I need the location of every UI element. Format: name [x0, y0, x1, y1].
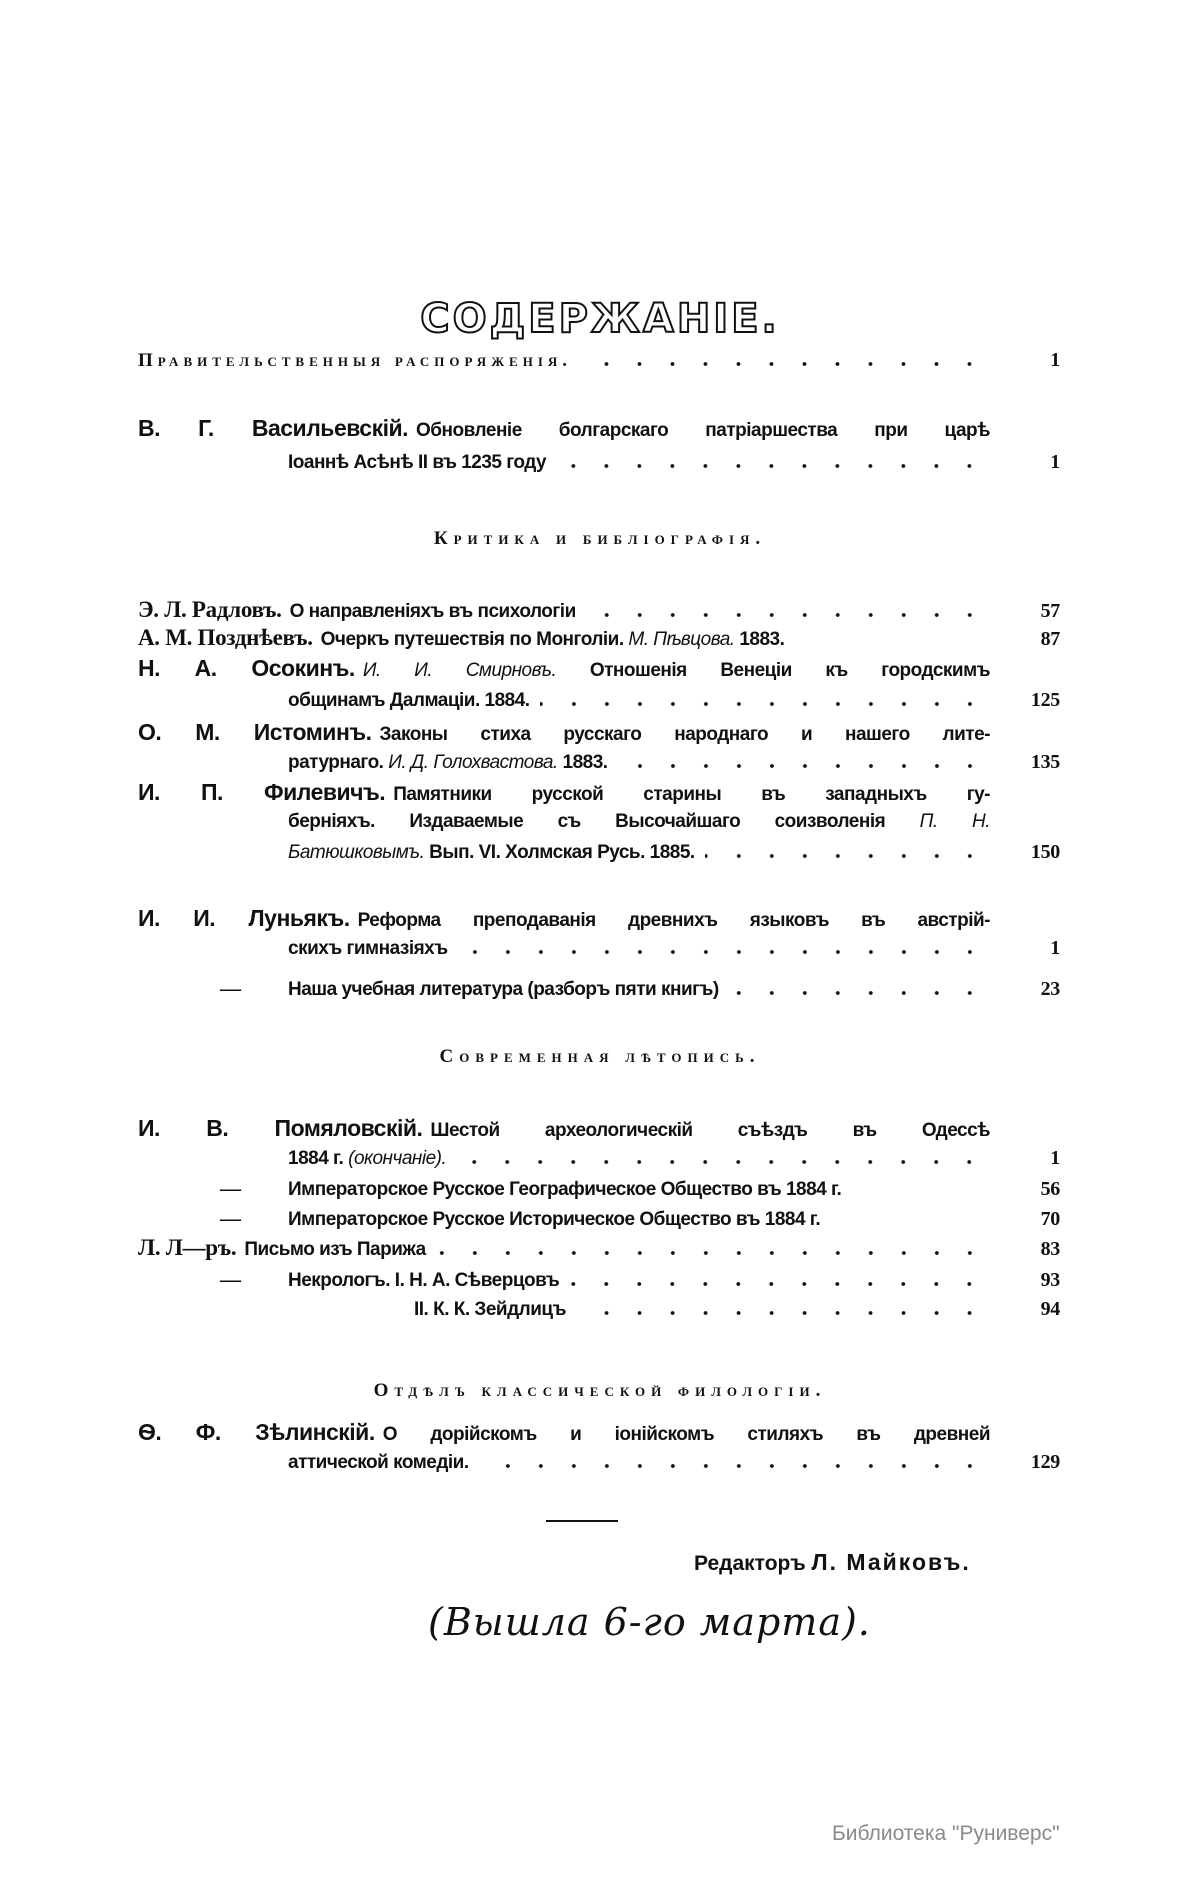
toc-entry-istomin: [138, 719, 990, 748]
page-number: 1: [1050, 451, 1060, 473]
toc-entry-zelinsky: [138, 1419, 990, 1448]
page-number: 135: [1030, 751, 1060, 773]
toc-entry-pozdneev: [138, 625, 1060, 653]
entry-italic: (окончаніе).: [348, 1148, 447, 1169]
author: И. П. Филевичъ.: [138, 779, 386, 805]
author: Ѳ. Ф. Зѣлинскій.: [138, 1419, 375, 1445]
dot-leader: [436, 1249, 986, 1257]
entry-text: Отношенія Венеціи къ городскимъ: [589, 660, 990, 681]
entry-text: О направленіяхъ въ психологіи: [289, 601, 576, 622]
author: Н. А. Осокинъ.: [138, 655, 355, 681]
entry-text: скихъ гимназіяхъ: [288, 938, 448, 959]
dot-leader: [569, 1280, 986, 1288]
section-heading-filologia: Отдѣлъ классической филологіи.: [373, 1380, 827, 1401]
page-title: СОДЕРЖАНІЕ.: [420, 296, 780, 342]
entry-text: Очеркъ путешествія по Монголіи.: [320, 629, 624, 650]
handwritten-note: (Вышла 6-го марта).: [428, 1600, 871, 1644]
section-heading-letopis: Современная лѣтопись.: [439, 1046, 761, 1067]
toc-entry-government: [138, 347, 1060, 374]
toc-entry-line: [138, 415, 990, 444]
author: Э. Л. Радловъ.: [138, 597, 282, 622]
toc-entry-radlov: [138, 597, 1060, 625]
dot-leader: [576, 1309, 986, 1317]
entry-text: Вып. VI. Холмская Русь. 1885.: [429, 842, 695, 863]
divider-rule: [546, 1520, 618, 1522]
dot-leader: [618, 762, 986, 770]
toc-entry-paris: [138, 1235, 1060, 1263]
dot-leader: [586, 611, 986, 619]
page-number: 1: [1050, 1147, 1060, 1169]
entry-italic: Батюшковымъ.: [288, 842, 425, 863]
dot-leader: [729, 989, 986, 997]
toc-entry-line: [288, 839, 1060, 866]
toc-entry-nasha: [220, 975, 1060, 1003]
entry-italic: И. И. Смирновъ.: [362, 660, 557, 681]
ditto-dash: —: [220, 1206, 241, 1230]
toc-entry-line: [288, 1449, 1060, 1476]
toc-entry-geo: [220, 1175, 1060, 1203]
entry-text: 1884 г.: [288, 1148, 344, 1169]
author: И. И. Луньякъ.: [138, 905, 350, 931]
toc-entry-filevich: [138, 779, 990, 808]
entry-text: Некрологъ. І. Н. А. Сѣверцовъ: [288, 1270, 560, 1291]
entry-italic: П. Н.: [919, 811, 991, 832]
dot-leader: [705, 852, 986, 860]
editor-label: Редакторъ: [694, 1552, 806, 1575]
entry-text: аттической комедіи.: [288, 1452, 469, 1473]
entry-text: 1883.: [562, 752, 608, 773]
toc-entry-line: [288, 687, 1060, 714]
entry-text: Правительственныя распоряженія.: [138, 350, 573, 371]
page-number: 70: [1040, 1208, 1060, 1230]
page-number: 1: [1050, 937, 1060, 959]
ditto-dash: —: [220, 1267, 241, 1291]
toc-entry-line: [288, 935, 1060, 962]
page-number: 129: [1030, 1451, 1060, 1473]
entry-text: Шестой археологическій съѣздъ въ Одессѣ: [430, 1120, 990, 1141]
entry-text: берніяхъ. Издаваемые съ Высочайшаго соизволенія: [288, 811, 886, 832]
toc-entry-pomyalovsky: [138, 1115, 990, 1144]
page-number: 23: [1040, 978, 1060, 1000]
dot-leader: [540, 700, 986, 708]
page-number: 93: [1040, 1269, 1060, 1291]
page-number: 125: [1030, 689, 1060, 711]
entry-text: Письмо изъ Парижа: [244, 1239, 426, 1260]
entry-text: Законы стиха русскаго народнаго и нашего лите-: [379, 724, 991, 745]
toc-entry-lunyak: [138, 905, 990, 934]
entry-text: Императорское Русское Географическое Общество въ 1884 г.: [288, 1179, 842, 1200]
toc-entry-line: [288, 1145, 1060, 1172]
editor-name: Л. Майковъ.: [811, 1549, 971, 1575]
toc-entry-line: [288, 449, 1060, 476]
page-number: 83: [1040, 1238, 1060, 1260]
toc-entry-line: [288, 749, 1060, 776]
page-number: 57: [1040, 600, 1060, 622]
toc-entry-line: [288, 809, 990, 835]
entry-text: II. К. К. Зейдлицъ: [414, 1299, 566, 1320]
ditto-dash: —: [220, 1176, 241, 1200]
entry-italic: И. Д. Голохвастова.: [388, 752, 558, 773]
page-number: 56: [1040, 1178, 1060, 1200]
page-number: 1: [1050, 349, 1060, 371]
dot-leader: [479, 1462, 986, 1470]
entry-text: ратурнаго.: [288, 752, 384, 773]
page-number: 94: [1040, 1298, 1060, 1320]
entry-text: Обновленіе болгарскаго патріаршества при царѣ: [416, 420, 990, 441]
entry-text: О дорійскомъ и іонійскомъ стиляхъ въ древней: [382, 1424, 990, 1445]
toc-entry-nekrolog-2: [414, 1296, 1060, 1323]
dot-leader: [458, 948, 986, 956]
toc-entry-hist: [220, 1205, 1060, 1233]
entry-text: Императорское Русское Историческое Общество въ 1884 г.: [288, 1209, 821, 1230]
author: В. Г. Васильевскій.: [138, 415, 409, 441]
toc-entry-osokin: [138, 655, 990, 684]
author: И. В. Помяловскій.: [138, 1115, 423, 1141]
toc-entry-nekrolog: [220, 1266, 1060, 1294]
entry-italic: М. Пѣвцова.: [628, 629, 735, 650]
author: Л. Л—ръ.: [138, 1235, 237, 1260]
dot-leader: [456, 1158, 986, 1166]
dot-leader: [582, 360, 986, 368]
author: О. М. Истоминъ.: [138, 719, 372, 745]
entry-text: 1883.: [739, 629, 785, 650]
author: А. М. Позднѣевъ.: [138, 625, 313, 650]
entry-text: Іоаннѣ Асѣнѣ II въ 1235 году: [288, 452, 547, 473]
section-heading-kritika: Критика и библіографія.: [433, 528, 767, 549]
page-number: 150: [1030, 841, 1060, 863]
library-watermark: Библиотека "Руниверс": [832, 1822, 1060, 1845]
entry-text: Реформа преподаванія древнихъ языковъ въ австрій-: [357, 910, 990, 931]
editor-line: [694, 1549, 971, 1576]
dot-leader: [556, 462, 986, 470]
ditto-dash: —: [220, 976, 241, 1000]
entry-text: общинамъ Далмаціи. 1884.: [288, 690, 530, 711]
page-number: 87: [1040, 628, 1060, 650]
entry-text: Памятники русской старины въ западныхъ гу-: [393, 784, 990, 805]
entry-text: Наша учебная литература (разборъ пяти книгъ): [288, 979, 719, 1000]
